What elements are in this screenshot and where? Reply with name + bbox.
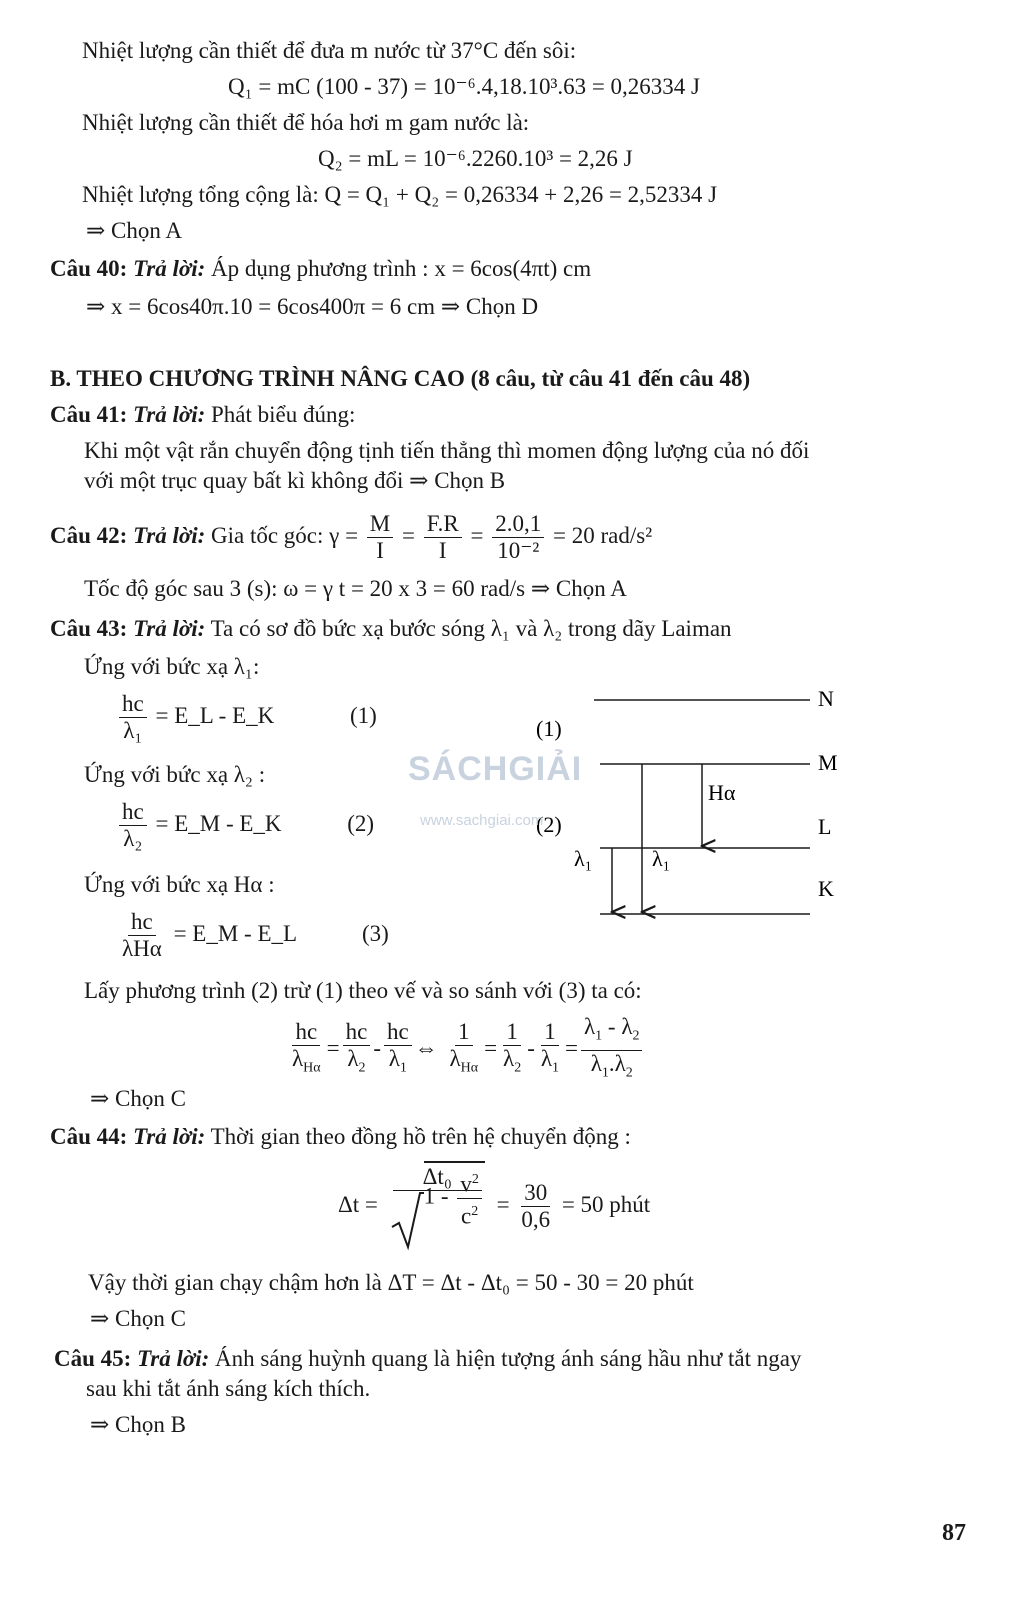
equation-q1: Q₁ = mC (100 - 37) = 10⁻⁶.4,18.10³.63 = 0,26334 J xyxy=(228,74,701,99)
question-text: Ta có sơ đồ bức xạ bước sóng λ₁ và λ₂ trong dãy Laiman xyxy=(210,616,732,641)
question-45 xyxy=(54,1344,801,1374)
sqrt-icon xyxy=(390,1191,424,1249)
question-label: Câu 41: xyxy=(50,402,128,427)
fraction: $\frac{2.0,1}{\text{10⁻²}}$ xyxy=(492,511,544,564)
question-42: Câu 42: Trả lời: Gia tốc góc: γ = $\frac{M}{I}$ = $\frac{F.R}{I}$ = $\frac{2.0,1}{\text{10⁻²}}$ = 20 rad/s² xyxy=(50,511,653,564)
question-text: Áp dụng phương trình : x = 6cos(4πt) cm xyxy=(211,256,592,281)
text-line: ⇒ x = 6cos40π.10 = 6cos400π = 6 cm ⇒ Chọn D xyxy=(86,294,539,319)
fraction: $\frac{M}{I}$ xyxy=(367,511,393,564)
label-k: K xyxy=(818,876,834,901)
page-number: 87 xyxy=(942,1520,966,1546)
equation-q2: Q₂ = mL = 10⁻⁶.2260.10³ = 2,26 J xyxy=(318,146,633,171)
answer-label: Trả lời: xyxy=(133,616,206,641)
question-40 xyxy=(50,254,591,284)
answer-label: Trả lời: xyxy=(133,523,206,548)
text-line: Lấy phương trình (2) trừ (1) theo vế và so sánh với (3) ta có: xyxy=(84,978,642,1003)
label-n: N xyxy=(818,686,834,711)
energy-level-diagram xyxy=(536,680,850,930)
label-m: M xyxy=(818,750,838,775)
label-h-alpha: Hα xyxy=(708,780,736,805)
text-line: Ứng với bức xạ λ₁: xyxy=(84,654,260,679)
question-label: Câu 43: xyxy=(50,616,128,641)
answer-choice: ⇒ Chọn B xyxy=(90,1412,186,1437)
sqrt-denominator: 1 - $\frac{v^2}{c^2}$ xyxy=(387,1191,488,1249)
result: = 20 rad/s² xyxy=(553,523,653,548)
equation-2: $\frac{hc}{\text{λ₂}}$ = E_M - E_K (2) xyxy=(116,796,374,852)
question-41 xyxy=(50,400,355,430)
question-text: Ánh sáng huỳnh quang là hiện tượng ánh sáng hầu như tắt ngay xyxy=(215,1346,802,1371)
text-line: Nhiệt lượng cần thiết để hóa hơi m gam nước là: xyxy=(82,110,530,135)
answer-choice: ⇒ Chọn C xyxy=(90,1086,186,1111)
fraction: $\frac{F.R}{I}$ xyxy=(424,511,462,564)
label-l: L xyxy=(818,814,832,839)
text-line: Ứng với bức xạ Hα : xyxy=(84,872,275,897)
answer-choice: ⇒ Chọn C xyxy=(90,1306,186,1331)
question-label: Câu 40: xyxy=(50,256,128,281)
text-line: Nhiệt lượng tổng cộng là: Q = Q₁ + Q₂ = 0,26334 + 2,26 = 2,52334 J xyxy=(82,182,718,207)
text-line: Nhiệt lượng cần thiết để đưa m nước từ 37°C đến sôi: xyxy=(82,38,577,63)
question-text: Gia tốc góc: γ = xyxy=(211,523,359,548)
combined-equation: $\frac{hc}{\lambda_{H\alpha}}$ = $\frac{hc}{\lambda_2}$ - $\frac{hc}{\lambda_1}$ ⇔ $\frac{1}{\lambda_{H\alpha}}$ = $\frac{1}{\lambda_2}$ - $\frac{1}{\lambda_1}$ = $\frac{\lambda_1 - \lambda_2}{\lambda_1.\lambda_2}$ xyxy=(286,1014,645,1086)
answer-choice: ⇒ Chọn A xyxy=(86,218,182,243)
equation-1: $\frac{hc}{\text{λ₁}}$ = E_L - E_K (1) xyxy=(116,688,377,744)
section-heading: B. THEO CHƯƠNG TRÌNH NÂNG CAO (8 câu, từ câu 41 đến câu 48) xyxy=(50,366,751,391)
label-lambda1-left: λ₁ xyxy=(574,846,593,871)
question-label: Câu 44: xyxy=(50,1124,128,1149)
label-1: (1) xyxy=(536,716,562,741)
label-lambda1-right: λ₁ xyxy=(652,846,671,871)
equation-3: $\frac{hc}{\text{λHα}}$ = E_M - E_L (3) xyxy=(122,909,389,962)
time-dilation-equation: Δt = Δt₀ 1 - $\frac{v^2}{c^2}$ = $\frac{30}{0,6}$ = 50 phút xyxy=(338,1160,650,1250)
question-label: Câu 42: xyxy=(50,523,128,548)
answer-label: Trả lời: xyxy=(137,1346,210,1371)
question-text: Phát biểu đúng: xyxy=(211,402,356,427)
question-text: Thời gian theo đồng hồ trên hệ chuyển động : xyxy=(210,1124,631,1149)
label-2: (2) xyxy=(536,812,562,837)
answer-label: Trả lời: xyxy=(133,1124,206,1149)
question-label: Câu 45: xyxy=(54,1346,132,1371)
text-line: Ứng với bức xạ λ₂ : xyxy=(84,762,266,787)
question-43 xyxy=(50,614,732,644)
text-line: với một trục quay bất kì không đổi ⇒ Chọn B xyxy=(84,468,506,493)
text-line: Khi một vật rắn chuyển động tịnh tiến thẳng thì momen động lượng của nó đối xyxy=(84,438,810,463)
watermark-logo: SÁCHGIẢI xyxy=(408,750,583,788)
question-44 xyxy=(50,1122,631,1152)
text-line: sau khi tắt ánh sáng kích thích. xyxy=(86,1376,371,1401)
answer-label: Trả lời: xyxy=(133,402,206,427)
text-line: Tốc độ góc sau 3 (s): ω = γ t = 20 x 3 = 60 rad/s ⇒ Chọn A xyxy=(84,576,627,601)
watermark-url: www.sachgiai.com xyxy=(420,812,544,829)
text-line: Vậy thời gian chạy chậm hơn là ΔT = Δt - Δt₀ = 50 - 30 = 20 phút xyxy=(88,1270,694,1295)
answer-label: Trả lời: xyxy=(133,256,206,281)
